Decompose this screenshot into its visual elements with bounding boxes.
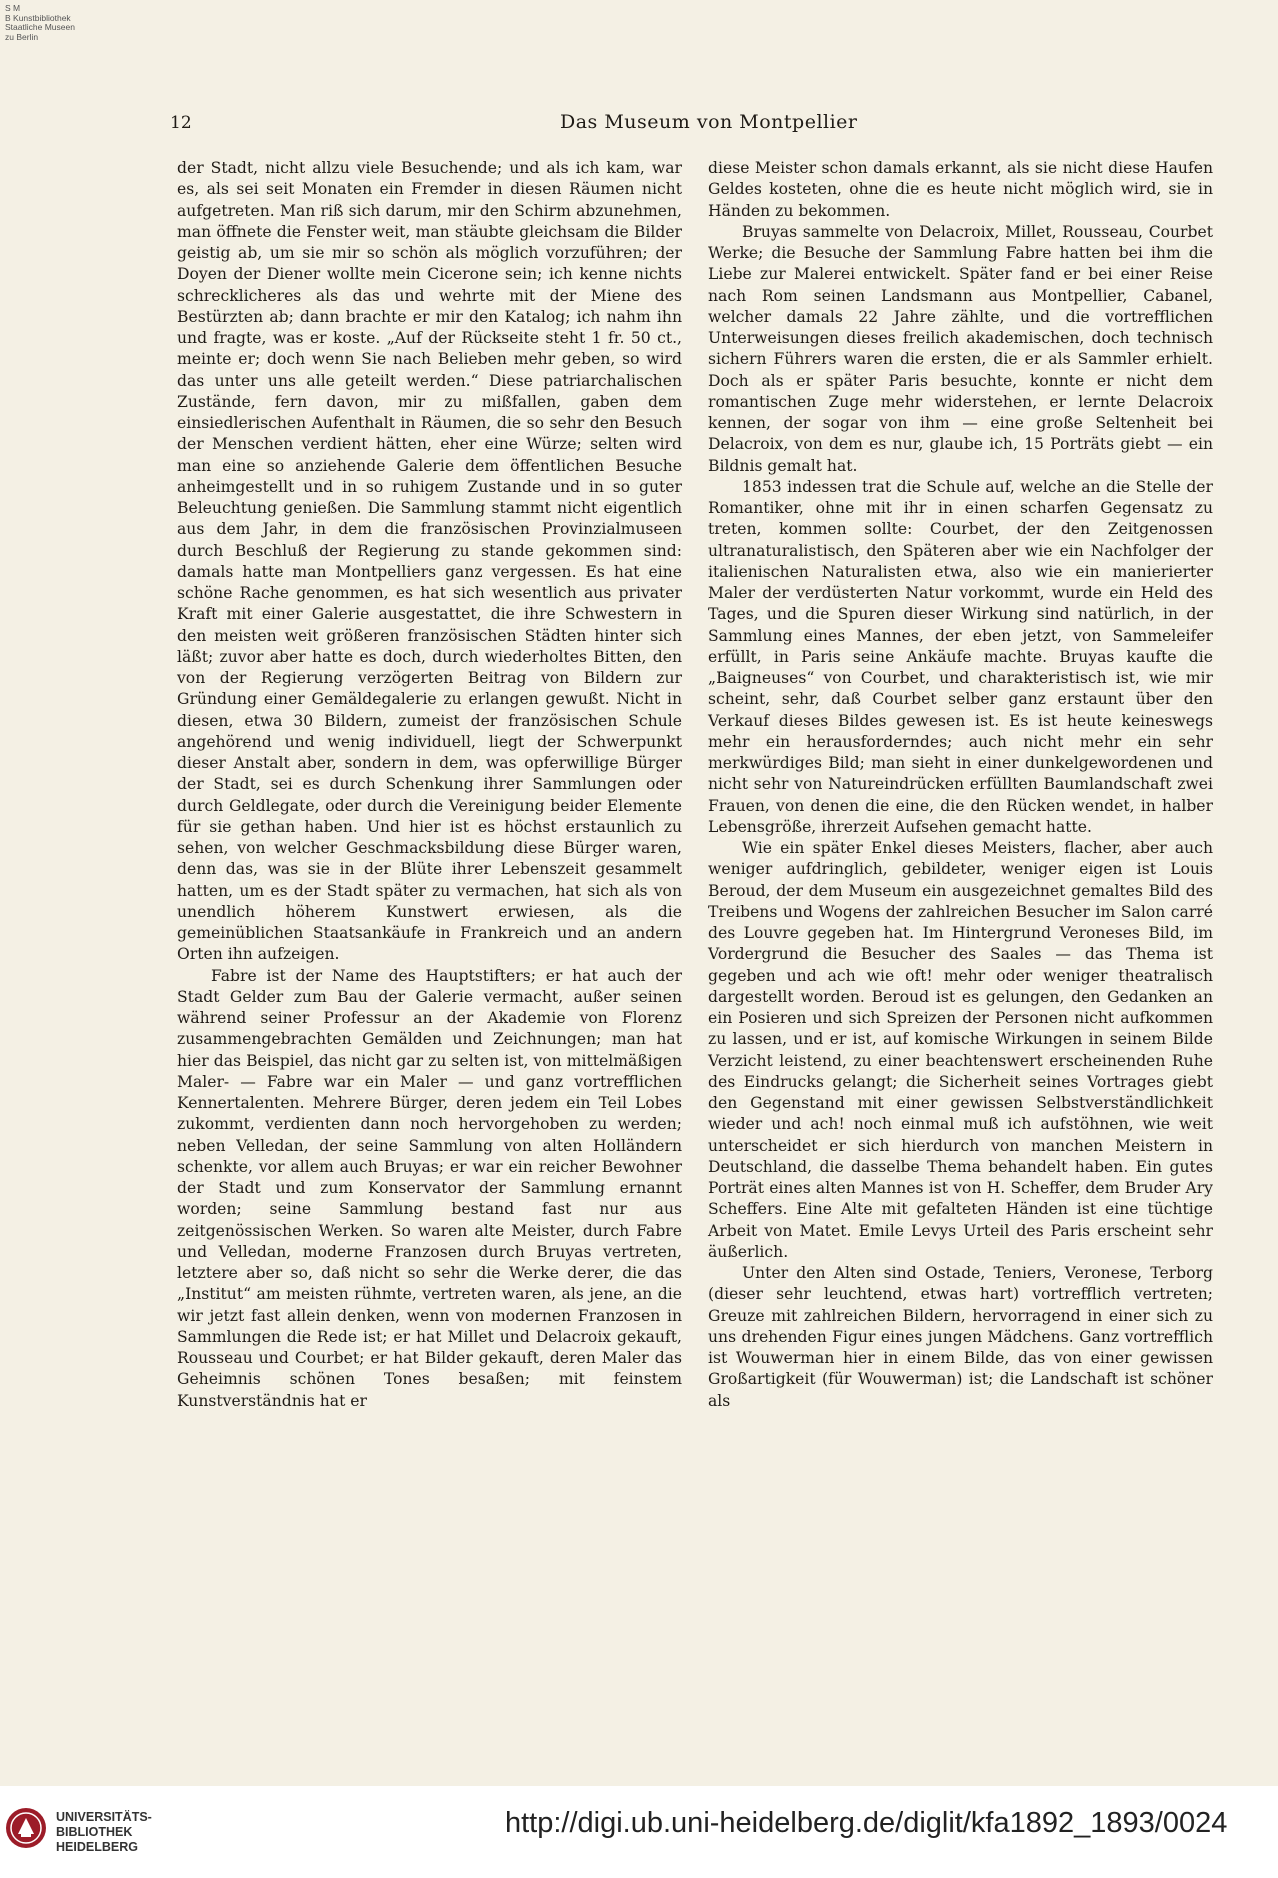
footer-bar xyxy=(0,1786,1278,1878)
page-number: 12 xyxy=(170,113,192,133)
library-name-line: UNIVERSITÄTS- xyxy=(56,1810,152,1824)
stamp-line: Staatliche Museen xyxy=(5,22,75,32)
paragraph: der Stadt, nicht allzu viele Besuchende; und als ich kam, war es, als sei seit Monaten ein Fremder in diesen Räumen nicht aufgetreten. Man riß sich darum, mir den Schirm abzunehmen, man öffnete die Fenster weit, man stäubte gleichsam die Bilder geistig ab, um sie mir so schön als möglich vorzuführen; der Doyen der Diener wollte mein Cicerone sein; ich kenne nichts schrecklicheres als das und wehrte mit der Miene des Bestürzten ab; dann brachte er mir den Katalog; ich nahm ihn und fragte, was er koste. „Auf der Rückseite steht 1 fr. 50 ct., meinte er; doch wenn Sie nach Belieben mehr geben, so wird das unter uns alle geteilt werden.“ Diese patriarchalischen Zustände, fern davon, mir zu mißfallen, gaben dem einsiedlerischen Aufenthalt in Räumen, die so sehr den Besuch der Menschen verdient hätten, eher eine Würze; selten wird man eine so anziehende Galerie dem öffentlichen Besuche anheimgestellt und in so ruhigem Zustande und in so guter Beleuchtung genießen. Die Sammlung stammt nicht eigentlich aus dem Jahr, in dem die französischen Provinzialmuseen durch Beschluß der Regierung zu stande gekommen sind: damals hatte man Montpelliers ganz vergessen. Es hat eine schöne Rache genommen, es hat sich wesentlich aus privater Kraft mit einer Galerie ausgestattet, die ihre Schwestern in den meisten weit größeren französischen Städten hinter sich läßt; zuvor aber hatte es doch, durch wiederholtes Bitten, den von der Regierung verzögerten Beitrag von Bildern zur Gründung einer Gemäldegalerie zu erlangen gewußt. Nicht in diesen, etwa 30 Bildern, zumeist der französischen Schule angehörend und wenig individuell, liegt der Schwerpunkt dieser Anstalt aber, sondern in dem, was opferwillige Bürger der Stadt, sei es durch Schenkung ihrer Sammlungen oder durch Geldlegate, oder durch die Vereinigung beider Elemente für sie gethan haben. Und hier ist es höchst erstaunlich zu sehen, von welcher Geschmacksbildung diese Bürger waren, denn das, was sie in der Blüte ihrer Lebenszeit gesammelt hatten, um es der Stadt später zu vermachen, hat sich als von unendlich höherem Kunstwert erwiesen, als die gemeinüblichen Staatsankäufe in Frankreich und an andern Orten ihn aufzeigen. xyxy=(177,159,682,964)
stamp-line: zu Berlin xyxy=(5,31,39,42)
university-seal-icon xyxy=(4,1806,48,1850)
paragraph: 1853 indessen trat die Schule auf, welche an die Stelle der Romantiker, ohne mit ihr in einen scharfen Gegensatz zu treten, kommen sollte: Courbet, der den Zeitgenossen ultranaturalistisch, den Späteren aber wie ein Nachfolger der italienischen Naturalisten etwa, also wie ein manierierter Maler der verdüsterten Natur vorkommt, wurde ein Held des Tages, und die Spuren dieser Wirkung sind natürlich, in der Sammlung eines Mannes, der eben jetzt, von Sammeleifer erfüllt, in Paris seine Ankäufe machte. Bruyas kaufte die „Baigneuses“ von Courbet, und charakteristisch ist, wie mir scheint, sehr, daß Courbet selber ganz erstaunt über den Verkauf dieses Bildes gewesen ist. Es ist heute keineswegs mehr ein herausforderndes; auch nicht mehr ein sehr merkwürdiges Bild; man sieht in einer dunkelgewordenen und nicht sehr von Natureindrücken erfüllten Baumlandschaft zwei Frauen, von denen die eine, die den Rücken wendet, in halber Lebensgröße, ihrerzeit Aufsehen gemacht hatte. xyxy=(708,477,1213,836)
paragraph: Bruyas sammelte von Delacroix, Millet, Rousseau, Courbet Werke; die Besuche der Sammlung Fabre hatten bei ihm die Liebe zur Malerei entwickelt. Später fand er bei einer Reise nach Rom seinen Landsmann aus Montpellier, Cabanel, welcher damals 22 Jahre zählte, und die vortrefflichen Unterweisungen dieses freilich akademischen, doch technisch sichern Führers waren die ersten, die er als Sammler erhielt. Doch als er später Paris besuchte, konnte er nicht dem romantischen Zuge mehr widerstehen, er lernte Delacroix kennen, der sogar von ihm — eine große Seltenheit bei Delacroix, von dem es nur, glaube ich, 15 Porträts giebt — ein Bildnis gemalt hat. xyxy=(708,222,1213,475)
stamp-line: S M xyxy=(5,3,21,13)
source-url[interactable]: http://digi.ub.uni-heidelberg.de/diglit/kfa1892_1893/0024 xyxy=(505,1807,1228,1839)
library-name-line: BIBLIOTHEK xyxy=(56,1825,133,1839)
paragraph: Unter den Alten sind Ostade, Teniers, Veronese, Terborg (dieser sehr leuchtend, etwas hart) vortrefflich vertreten; Greuze mit zahlreichen Bildern, hervorragend in einer sich zu uns drehenden Figur eines jungen Mädchens. Ganz vortrefflich ist Wouwerman hier in einem Bilde, das von einer gewissen Großartigkeit (für Wouwerman) ist; die Landschaft ist schöner als xyxy=(708,1264,1213,1410)
text-column-right xyxy=(708,158,1213,1412)
library-stamp xyxy=(5,4,75,42)
running-title: Das Museum von Montpellier xyxy=(560,111,858,133)
paragraph: Wie ein später Enkel dieses Meisters, flacher, aber auch weniger aufdringlich, gebildeter, weniger eigen ist Louis Beroud, der dem Museum ein ausgezeichnet gemaltes Bild des Treibens und Wogens der zahlreichen Besucher im Salon carré des Louvre gegeben hat. Im Hintergrund Veroneses Bild, im Vordergrund die Besucher des Saales — das Thema ist gegeben und ach wie oft! mehr oder weniger theatralisch dargestellt worden. Beroud ist es gelungen, den Gedanken an ein Posieren und sich Spreizen der Personen nicht aufkommen zu lassen, und er ist, auf komische Wirkungen in seinem Bilde Verzicht leistend, zu einer beachtenswert erscheinenden Ruhe des Eindrucks gelangt; die Sicherheit seines Vortrages giebt den Gegenstand mit einer gewissen Selbstverständlichkeit wieder und ach! noch einmal muß ich aufstöhnen, wie weit unterscheidet er sich hierdurch von manchen Meistern in Deutschland, die dasselbe Thema behandelt haben. Ein gutes Porträt eines alten Mannes ist von H. Scheffer, dem Bruder Ary Scheffers. Eine Alte mit gefalteten Händen ist eine tüchtige Arbeit von Matet. Emile Levys Urteil des Paris erscheint sehr äußerlich. xyxy=(708,839,1213,1261)
library-name xyxy=(56,1810,152,1855)
library-name-line: HEIDELBERG xyxy=(56,1840,138,1854)
paragraph: diese Meister schon damals erkannt, als sie nicht diese Haufen Geldes kosteten, ohne die es heute nicht möglich wird, sie in Händen zu bekommen. xyxy=(708,159,1213,220)
text-column-left xyxy=(177,158,682,1412)
paragraph: Fabre ist der Name des Hauptstifters; er hat auch der Stadt Gelder zum Bau der Galerie vermacht, außer seinen während seiner Professur an der Akademie von Florenz zusammengebrachten Gemälden und Zeichnungen; man hat hier das Beispiel, das nicht gar zu selten ist, von mittelmäßigen Maler- — Fabre war ein Maler — und ganz vortrefflichen Kennertalenten. Mehrere Bürger, deren jedem ein Teil Lobes zukommt, verdienten dann noch hervorgehoben zu werden; neben Velledan, der seine Sammlung von alten Holländern schenkte, vor allem auch Bruyas; er war ein reicher Bewohner der Stadt und zum Konservator der Sammlung ernannt worden; seine Sammlung bestand fast nur aus zeitgenössischen Werken. So waren alte Meister, durch Fabre und Velledan, moderne Franzosen durch Bruyas vertreten, letztere aber so, daß nicht so sehr die Werke derer, die das „Institut“ am meisten rühmte, vertreten waren, als jene, an die wir jetzt fast allein denken, wenn von modernen Franzosen in Sammlungen die Rede ist; er hat Millet und Delacroix gekauft, Rousseau und Courbet; er hat Bilder gekauft, deren Maler das Geheimnis schönen Tones besaßen; mit feinstem Kunstverständnis hat er xyxy=(177,966,682,1410)
stamp-line: B Kunstbibliothek xyxy=(5,12,71,23)
